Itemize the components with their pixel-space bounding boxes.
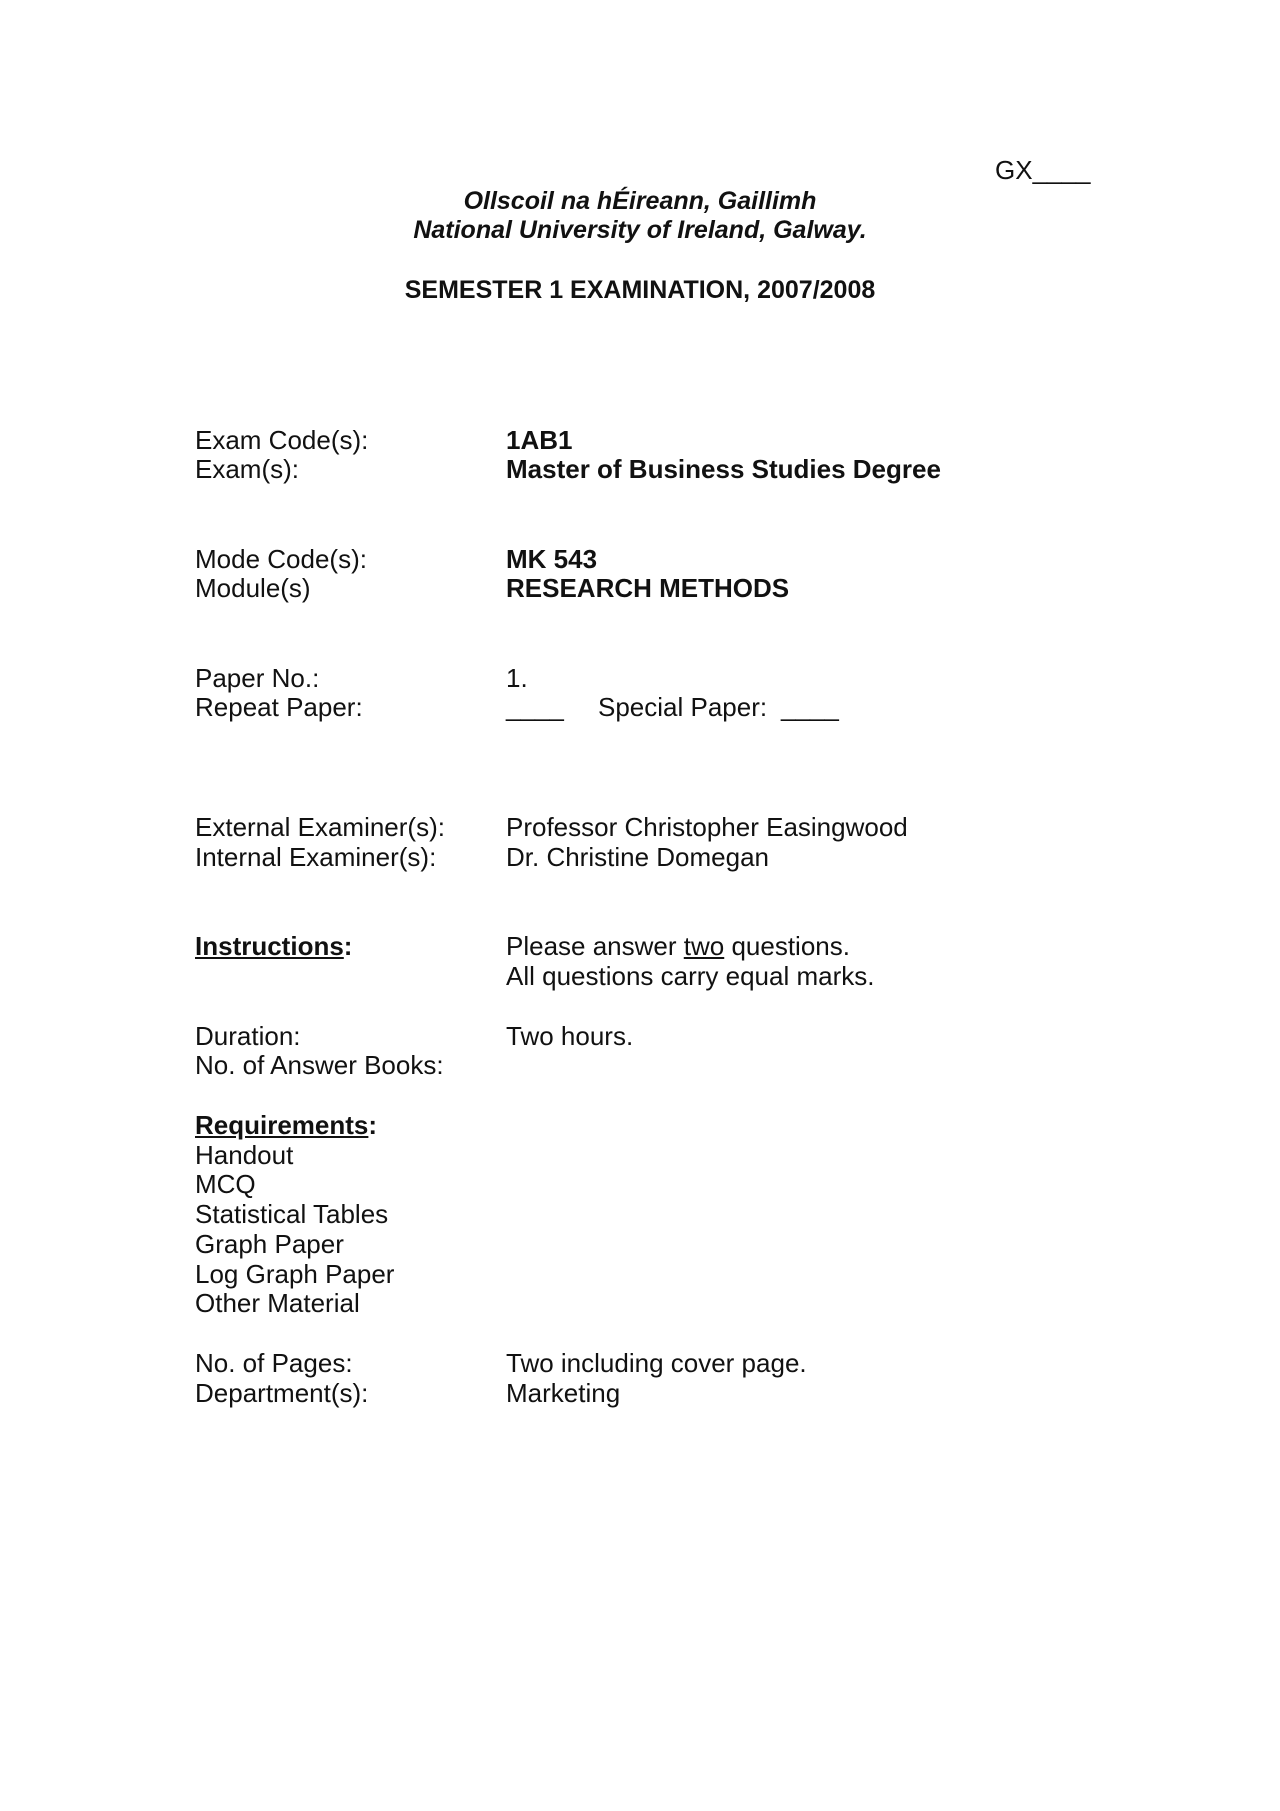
module-name-value: RESEARCH METHODS (506, 573, 790, 603)
instructions-heading (195, 931, 352, 961)
repeat-paper-label: Repeat Paper: (195, 692, 363, 722)
exam-name-value: Master of Business Studies Degree (506, 454, 941, 484)
external-examiner-label: External Examiner(s): (195, 812, 445, 842)
exam-name-label: Exam(s): (195, 454, 299, 484)
paper-number-value: 1. (506, 663, 528, 693)
instructions-line-1-emphasis: two (683, 931, 725, 961)
requirement-item: Handout (195, 1140, 294, 1170)
requirement-item: MCQ (195, 1169, 256, 1199)
module-code-value: MK 543 (506, 544, 598, 574)
department-label: Department(s): (195, 1378, 369, 1408)
requirements-heading-text: Requirements (195, 1110, 369, 1140)
paper-number-label: Paper No.: (195, 663, 320, 693)
pages-value: Two including cover page. (506, 1348, 807, 1378)
university-name-english: National University of Ireland, Galway. (413, 216, 867, 244)
answer-books-label: No. of Answer Books: (195, 1050, 444, 1080)
module-code-label: Mode Code(s): (195, 544, 367, 574)
exam-title: SEMESTER 1 EXAMINATION, 2007/2008 (404, 276, 876, 304)
instructions-line-1-start: Please answer (506, 931, 684, 961)
instructions-line-1 (506, 931, 850, 961)
requirement-item: Other Material (195, 1288, 360, 1318)
special-paper-value: ____ (781, 692, 839, 722)
instructions-line-1-end: questions. (724, 931, 850, 961)
duration-value: Two hours. (506, 1021, 634, 1051)
instructions-line-2: All questions carry equal marks. (506, 961, 875, 991)
internal-examiner-label: Internal Examiner(s): (195, 842, 437, 872)
special-paper-label: Special Paper: (598, 692, 768, 722)
pages-label: No. of Pages: (195, 1348, 353, 1378)
duration-label: Duration: (195, 1021, 301, 1051)
external-examiner-value: Professor Christopher Easingwood (506, 812, 908, 842)
repeat-paper-value: ____ (506, 692, 564, 722)
requirement-item: Statistical Tables (195, 1199, 389, 1229)
internal-examiner-value: Dr. Christine Domegan (506, 842, 769, 872)
instructions-heading-colon: : (343, 931, 353, 961)
requirement-item: Log Graph Paper (195, 1259, 395, 1289)
university-name-irish: Ollscoil na hÉireann, Gaillimh (463, 187, 817, 215)
gx-code: GX____ (995, 155, 1091, 185)
requirements-heading-colon: : (368, 1110, 378, 1140)
instructions-heading-text: Instructions (195, 931, 344, 961)
requirements-heading (195, 1110, 377, 1140)
exam-code-label: Exam Code(s): (195, 425, 369, 455)
department-value: Marketing (506, 1378, 621, 1408)
module-name-label: Module(s) (195, 573, 311, 603)
exam-code-value: 1AB1 (506, 425, 573, 455)
requirement-item: Graph Paper (195, 1229, 344, 1259)
